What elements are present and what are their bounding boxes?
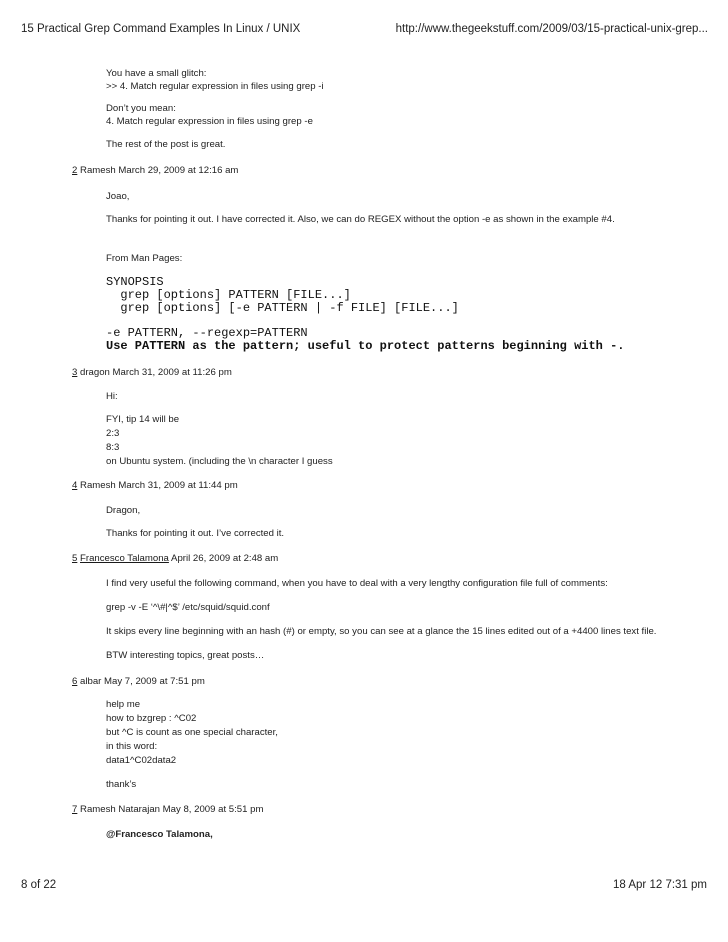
page-header-url: http://www.thegeekstuff.com/2009/03/15-practical-unix-grep... [395, 23, 708, 35]
page-footer-datetime: 18 Apr 12 7:31 pm [613, 879, 707, 891]
comment-7-line: @Francesco Talamona, [106, 829, 213, 840]
page-header-title: 15 Practical Grep Command Examples In Linux / UNIX [21, 23, 301, 35]
comment-5-line: grep -v -E ‘^\#|^$’ /etc/squid/squid.conf [106, 602, 270, 613]
comment-2-line: Joao, [106, 191, 130, 202]
comment-6-line: but ^C is count as one special character, [106, 727, 278, 738]
comment-1-line: Don’t you mean: [106, 103, 176, 114]
page-footer-number: 8 of 22 [21, 879, 57, 891]
comment-1-line: The rest of the post is great. [106, 139, 226, 150]
comment-4-line: Dragon, [106, 505, 141, 516]
comment-2-number-link[interactable]: 2 [72, 165, 78, 176]
comment-6-line: help me [106, 699, 141, 710]
comment-2-line: From Man Pages: [106, 253, 183, 264]
comment-5-meta [72, 552, 278, 565]
comment-3-line: 2:3 [106, 428, 120, 439]
comment-6-line: thank’s [106, 779, 137, 790]
comment-1-line: 4. Match regular expression in files using grep -e [106, 116, 313, 127]
comment-3-line: FYI, tip 14 will be [106, 414, 180, 425]
comment-6-line: in this word: [106, 741, 158, 752]
comment-6-number-link[interactable]: 6 [72, 676, 78, 687]
comment-3-author-date: dragon March 31, 2009 at 11:26 pm [80, 367, 232, 378]
comment-5-author-link[interactable]: Francesco Talamona [80, 553, 169, 564]
comment-4-number-link[interactable]: 4 [72, 480, 78, 491]
comment-2-author-date: Ramesh March 29, 2009 at 12:16 am [80, 165, 239, 176]
code-line: -e PATTERN, --regexp=PATTERN [106, 326, 308, 340]
comment-5-number-link[interactable]: 5 [72, 553, 78, 564]
comment-3-line: 8:3 [106, 442, 120, 453]
comment-5-line: BTW interesting topics, great posts… [106, 650, 265, 661]
comment-4-line: Thanks for pointing it out. I’ve corrected it. [106, 528, 285, 539]
code-line: Use PATTERN as the pattern; useful to protect patterns beginning with -. [106, 339, 625, 353]
comment-5-line: I find very useful the following command, when you have to deal with a very lengthy configuration file full of comments: [106, 578, 608, 589]
comment-3-line: Hi: [106, 391, 118, 402]
code-line: grep [options] PATTERN [FILE...] [106, 288, 351, 302]
comment-6-line: how to bzgrep : ^C02 [106, 713, 197, 724]
comment-7-meta [72, 803, 263, 816]
comment-6-line: data1^C02data2 [106, 755, 177, 766]
comment-1-line: You have a small glitch: [106, 68, 207, 79]
code-line: grep [options] [-e PATTERN | -f FILE] [FILE...] [106, 301, 459, 315]
comment-3-meta [72, 366, 232, 379]
comment-1-line: >> 4. Match regular expression in files using grep -i [106, 81, 324, 92]
comment-6-author-date: albar May 7, 2009 at 7:51 pm [80, 676, 205, 687]
comment-6-meta [72, 675, 205, 688]
comment-5-line: It skips every line beginning with an hash (#) or empty, so you can see at a glance the 15 lines edited out of a +4400 lines text file. [106, 626, 657, 637]
comment-4-meta [72, 479, 238, 492]
comment-2-line: Thanks for pointing it out. I have corrected it. Also, we can do REGEX without the option -e as shown in the example #4. [106, 214, 615, 225]
comment-7-number-link[interactable]: 7 [72, 804, 78, 815]
comment-4-author-date: Ramesh March 31, 2009 at 11:44 pm [80, 480, 238, 491]
comment-2-meta [72, 164, 238, 177]
comment-5-date: April 26, 2009 at 2:48 am [171, 553, 279, 564]
comment-3-line: on Ubuntu system. (including the \n character I guess [106, 456, 333, 467]
code-line: SYNOPSIS [106, 275, 164, 289]
comment-7-author-date: Ramesh Natarajan May 8, 2009 at 5:51 pm [80, 804, 264, 815]
comment-3-number-link[interactable]: 3 [72, 367, 78, 378]
